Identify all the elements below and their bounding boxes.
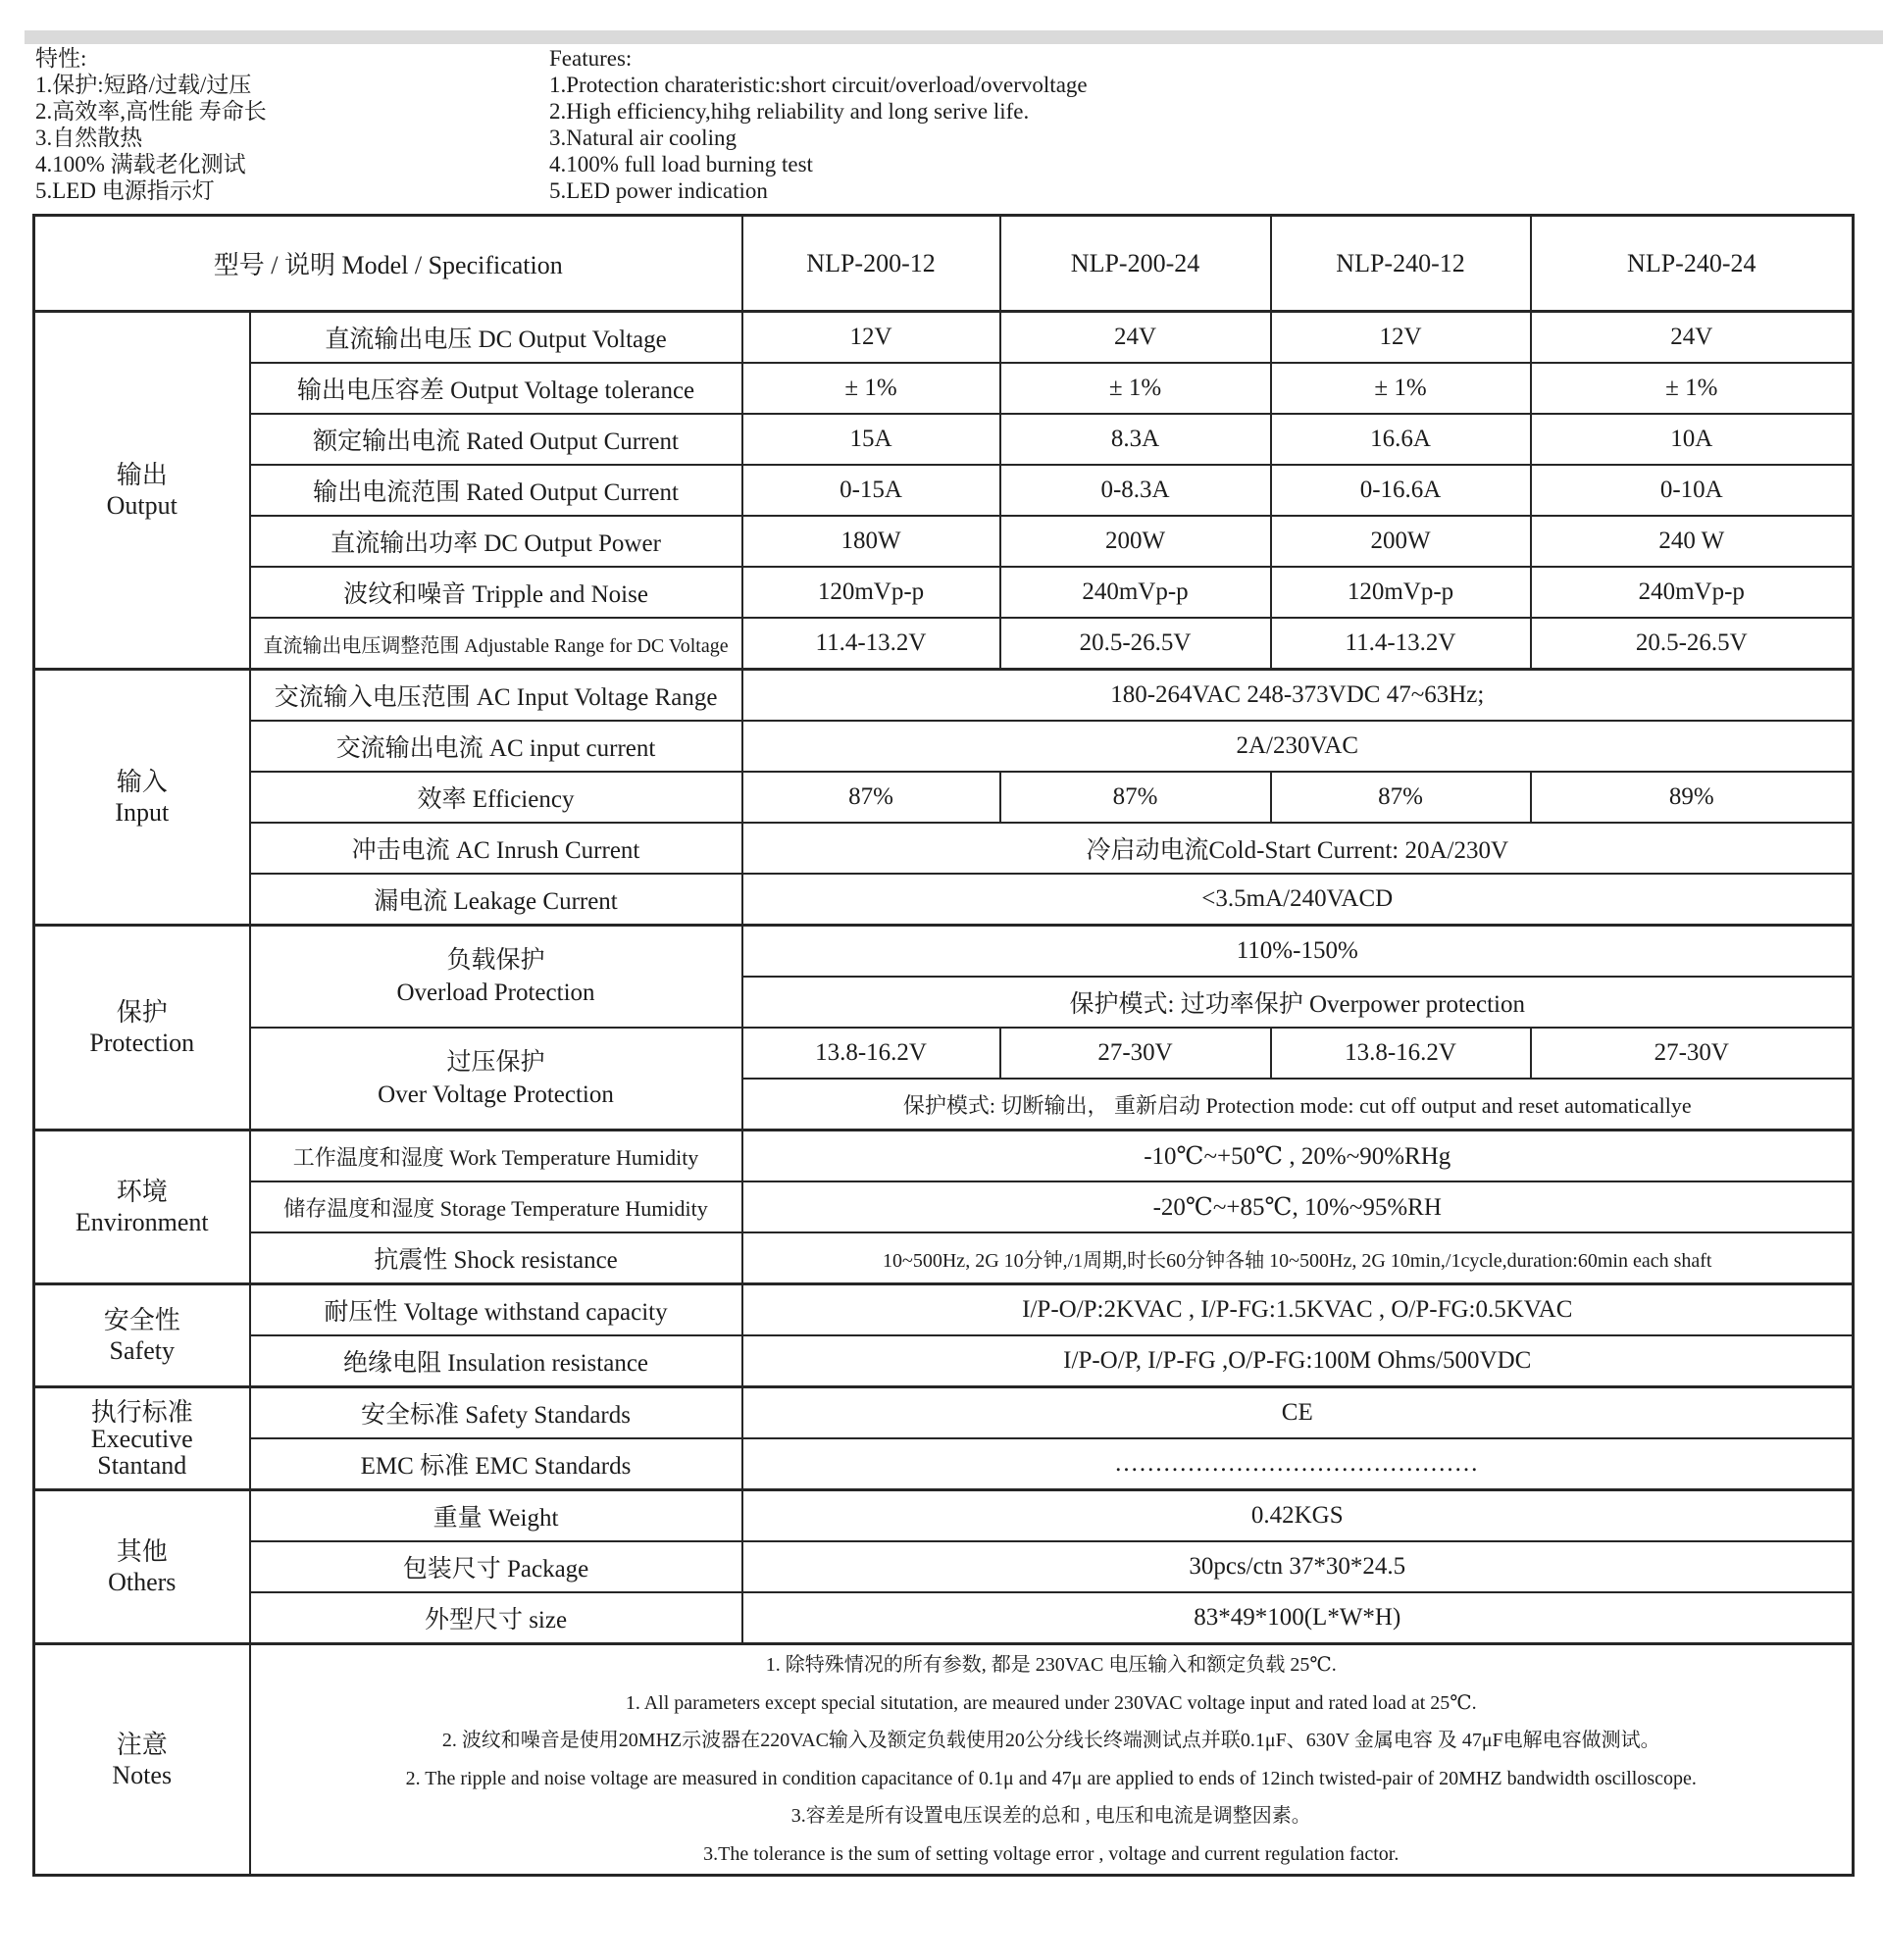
section-label-cn: 环境 (116, 1178, 168, 1206)
notes-line: 3.The tolerance is the sum of setting voltage error , voltage and current regulation factor. (703, 1842, 1400, 1865)
value-cell: 12V (742, 312, 1000, 364)
notes-line: 3.容差是所有设置电压误差的总和 , 电压和电流是调整因素。 (790, 1805, 1311, 1827)
section-label-en: Environment (75, 1208, 209, 1236)
param-label: 输出电压容差 Output Voltage tolerance (250, 363, 742, 414)
model-spec-header: 型号 / 说明 Model / Specification (34, 216, 742, 312)
features-en-item: 5.LED power indication (549, 178, 768, 203)
param-label: 安全标准 Safety Standards (250, 1387, 742, 1439)
value-cell: 8.3A (1000, 414, 1271, 465)
model-column-header: NLP-200-12 (742, 216, 1000, 312)
table-row (34, 1438, 1854, 1490)
model-column-header: NLP-240-24 (1531, 216, 1854, 312)
param-label: 交流输入电压范围 AC Input Voltage Range (250, 670, 742, 722)
model-column-header: NLP-200-24 (1000, 216, 1271, 312)
section-label-en: Output (106, 491, 178, 520)
notes-line: 1. All parameters except special situtation, are meaured under 230VAC voltage input and rated load at 25℃. (625, 1691, 1477, 1714)
value-cell-span: -20℃~+85℃, 10%~95%RH (742, 1181, 1854, 1232)
table-row (34, 465, 1854, 516)
value-cell: 240mVp-p (1531, 567, 1854, 618)
param-label: 重量 Weight (250, 1490, 742, 1542)
param-label: 额定输出电流 Rated Output Current (250, 414, 742, 465)
param-label: 工作温度和湿度 Work Temperature Humidity (250, 1131, 742, 1182)
param-label: 输出电流范围 Rated Output Current (250, 465, 742, 516)
table-row (34, 1490, 1854, 1542)
value-cell: 240mVp-p (1000, 567, 1271, 618)
value-cell-span: -10℃~+50℃ , 20%~90%RHg (742, 1131, 1854, 1182)
section-label-en: Stantand (97, 1450, 187, 1480)
section-label-cn: 输入 (116, 768, 168, 796)
value-cell: 0-8.3A (1000, 465, 1271, 516)
param-label: 包装尺寸 Package (250, 1541, 742, 1592)
value-cell: ± 1% (742, 363, 1000, 414)
table-row (34, 1284, 1854, 1336)
param-label: 耐压性 Voltage withstand capacity (250, 1284, 742, 1336)
table-row (34, 926, 1854, 978)
value-cell: 15A (742, 414, 1000, 465)
section-label-input (34, 670, 250, 926)
value-cell: 13.8-16.2V (1271, 1028, 1531, 1079)
value-cell: 20.5-26.5V (1000, 618, 1271, 670)
table-row (34, 874, 1854, 926)
spec-table (32, 214, 1855, 1877)
param-label: 波纹和噪音 Tripple and Noise (250, 567, 742, 618)
value-cell: 87% (742, 772, 1000, 823)
table-row (34, 1592, 1854, 1644)
param-label: 直流输出电压 DC Output Voltage (250, 312, 742, 364)
value-cell: 11.4-13.2V (742, 618, 1000, 670)
param-label: 抗震性 Shock resistance (250, 1232, 742, 1284)
value-cell-span: I/P-O/P:2KVAC , I/P-FG:1.5KVAC , O/P-FG:0.5KVAC (742, 1284, 1854, 1336)
param-label-en: Overload Protection (396, 980, 595, 1006)
value-cell-span: 180-264VAC 248-373VDC 47~63Hz; (742, 670, 1854, 722)
param-label: 效率 Efficiency (250, 772, 742, 823)
value-cell: 27-30V (1531, 1028, 1854, 1079)
param-label: 直流输出功率 DC Output Power (250, 516, 742, 567)
value-cell: ± 1% (1271, 363, 1531, 414)
features-en-item: 1.Protection charateristic:short circuit/overload/overvoltage (549, 73, 1088, 97)
features-list-en (549, 45, 1088, 204)
value-cell-span: CE (742, 1387, 1854, 1439)
section-label-en: Safety (109, 1336, 175, 1365)
value-cell: 16.6A (1271, 414, 1531, 465)
param-label: 漏电流 Leakage Current (250, 874, 742, 926)
section-label-protection (34, 926, 250, 1131)
value-cell-span: 保护模式: 切断输出， 重新启动 Protection mode: cut off output and reset automaticallye (742, 1079, 1854, 1131)
value-cell: 24V (1000, 312, 1271, 364)
notes-line: 1. 除特殊情况的所有参数, 都是 230VAC 电压输入和额定负载 25℃. (765, 1654, 1337, 1676)
section-label-en: Notes (112, 1760, 173, 1789)
value-cell: 27-30V (1000, 1028, 1271, 1079)
value-cell: 180W (742, 516, 1000, 567)
section-label-en: Others (108, 1568, 177, 1596)
value-cell: 240 W (1531, 516, 1854, 567)
value-cell: 24V (1531, 312, 1854, 364)
section-label-cn: 注意 (116, 1730, 168, 1759)
features-cn-item: 4.100% 满载老化测试 (35, 152, 246, 176)
table-row (34, 312, 1854, 364)
section-label-cn: 保护 (116, 998, 168, 1027)
table-row (34, 1181, 1854, 1232)
table-row (34, 1335, 1854, 1387)
param-label-overload (250, 926, 742, 1029)
table-row (34, 721, 1854, 772)
value-cell-span: 保护模式: 过功率保护 Overpower protection (742, 977, 1854, 1028)
value-cell: 0-15A (742, 465, 1000, 516)
param-label-cn: 过压保护 (446, 1049, 545, 1076)
section-label-notes (34, 1644, 250, 1876)
value-cell-span: 30pcs/ctn 37*30*24.5 (742, 1541, 1854, 1592)
value-cell-span: 0.42KGS (742, 1490, 1854, 1542)
section-label-cn: 其他 (116, 1537, 168, 1566)
features-cn-item: 1.保护:短路/过载/过压 (35, 73, 252, 97)
param-label: 外型尺寸 size (250, 1592, 742, 1644)
section-label-en: Protection (89, 1029, 195, 1057)
value-cell: 87% (1000, 772, 1271, 823)
value-cell: 200W (1271, 516, 1531, 567)
model-column-header: NLP-240-12 (1271, 216, 1531, 312)
notes-cell (250, 1644, 1854, 1876)
table-row (34, 363, 1854, 414)
table-row (34, 567, 1854, 618)
section-label-executive (34, 1387, 250, 1490)
param-label: 交流输出电流 AC input current (250, 721, 742, 772)
notes-line: 2. 波纹和噪音是使用20MHZ示波器在220VAC输入及额定负载使用20公分线长终端测试点并联0.1μF、630V 金属电容 及 47μF电解电容做测试。 (441, 1730, 1660, 1751)
value-cell: 10A (1531, 414, 1854, 465)
features-list-cn (35, 45, 267, 204)
value-cell: 11.4-13.2V (1271, 618, 1531, 670)
table-row (34, 772, 1854, 823)
value-cell: ± 1% (1531, 363, 1854, 414)
param-label: EMC 标准 EMC Standards (250, 1438, 742, 1490)
value-cell: 13.8-16.2V (742, 1028, 1000, 1079)
value-cell-span: 冷启动电流Cold-Start Current: 20A/230V (742, 823, 1854, 874)
section-label-en: Input (115, 798, 170, 827)
features-cn-item: 2.高效率,高性能 寿命长 (35, 99, 267, 124)
value-cell: 200W (1000, 516, 1271, 567)
param-label: 直流输出电压调整范围 Adjustable Range for DC Voltage (250, 618, 742, 670)
value-cell: 20.5-26.5V (1531, 618, 1854, 670)
value-cell: ± 1% (1000, 363, 1271, 414)
value-cell-span: I/P-O/P, I/P-FG ,O/P-FG:100M Ohms/500VDC (742, 1335, 1854, 1387)
value-cell-span: <3.5mA/240VACD (742, 874, 1854, 926)
features-en-title: Features: (549, 46, 633, 71)
table-row (34, 414, 1854, 465)
param-label: 储存温度和湿度 Storage Temperature Humidity (250, 1181, 742, 1232)
table-row (34, 1387, 1854, 1439)
value-cell-span: 2A/230VAC (742, 721, 1854, 772)
param-label-en: Over Voltage Protection (378, 1081, 614, 1108)
value-cell: 120mVp-p (1271, 567, 1531, 618)
value-cell-span: 110%-150% (742, 926, 1854, 978)
section-label-cn: 安全性 (103, 1306, 180, 1334)
section-label-safety (34, 1284, 250, 1387)
value-cell-span: 10~500Hz, 2G 10分钟,/1周期,时长60分钟各轴 10~500Hz, 2G 10min,/1cycle,duration:60min each shaft (742, 1232, 1854, 1284)
table-row (34, 1644, 1854, 1876)
section-label-environment (34, 1131, 250, 1284)
table-row (34, 1541, 1854, 1592)
section-label-en: Executive (90, 1424, 193, 1453)
value-cell: 0-16.6A (1271, 465, 1531, 516)
notes-line: 2. The ripple and noise voltage are measured in condition capacitance of 0.1μ and 47μ are applied to ends of 12inch twisted-pair of 20MHZ bandwidth oscilloscope. (405, 1767, 1697, 1789)
table-row (34, 516, 1854, 567)
param-label-cn: 负载保护 (446, 947, 545, 974)
features-en-item: 4.100% full load burning test (549, 152, 813, 176)
section-label-output (34, 312, 250, 670)
param-label-ovp (250, 1028, 742, 1131)
table-row (34, 1028, 1854, 1079)
value-cell: 120mVp-p (742, 567, 1000, 618)
scan-artifact-bar (25, 30, 1883, 44)
features-cn-item: 3.自然散热 (35, 126, 143, 150)
param-label: 冲击电流 AC Inrush Current (250, 823, 742, 874)
section-label-others (34, 1490, 250, 1644)
table-row (34, 670, 1854, 722)
value-cell: 87% (1271, 772, 1531, 823)
section-label-cn: 执行标准 (90, 1397, 193, 1427)
features-en-item: 3.Natural air cooling (549, 126, 737, 150)
table-row (34, 618, 1854, 670)
table-row (34, 823, 1854, 874)
header-row (34, 216, 1854, 312)
value-cell: 0-10A (1531, 465, 1854, 516)
value-cell: 12V (1271, 312, 1531, 364)
value-cell-span: ............................................. (742, 1438, 1854, 1490)
param-label: 绝缘电阻 Insulation resistance (250, 1335, 742, 1387)
features-en-item: 2.High efficiency,hihg reliability and long serive life. (549, 99, 1030, 124)
value-cell: 89% (1531, 772, 1854, 823)
table-row (34, 1131, 1854, 1182)
table-row (34, 1232, 1854, 1284)
features-cn-title: 特性: (35, 46, 87, 71)
features-cn-item: 5.LED 电源指示灯 (35, 178, 215, 203)
section-label-cn: 输出 (116, 461, 168, 489)
value-cell-span: 83*49*100(L*W*H) (742, 1592, 1854, 1644)
